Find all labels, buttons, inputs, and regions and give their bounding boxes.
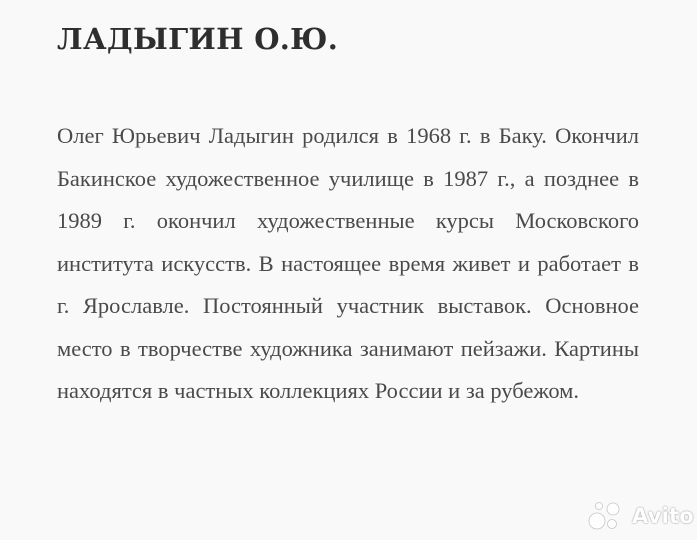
- biography-text: Олег Юрьевич Ладыгин родился в 1968 г. в Баку. Окончил Бакинское художественное училище в 1987 г., а позднее в 1989 г. окончил художественные курсы Московского института искусств. В настоящее время живет и работает в г. Ярославле. Постоянный участник выставок. Основное место в творчестве художника занимают пейзажи. Картины находятся в частных коллекциях России и за рубежом.: [57, 123, 639, 403]
- avito-watermark-text: Avito: [632, 504, 694, 528]
- avito-watermark: [588, 496, 694, 536]
- avito-logo-icon: [588, 499, 628, 533]
- page-title: ЛАДЫГИН О.Ю.: [57, 22, 339, 56]
